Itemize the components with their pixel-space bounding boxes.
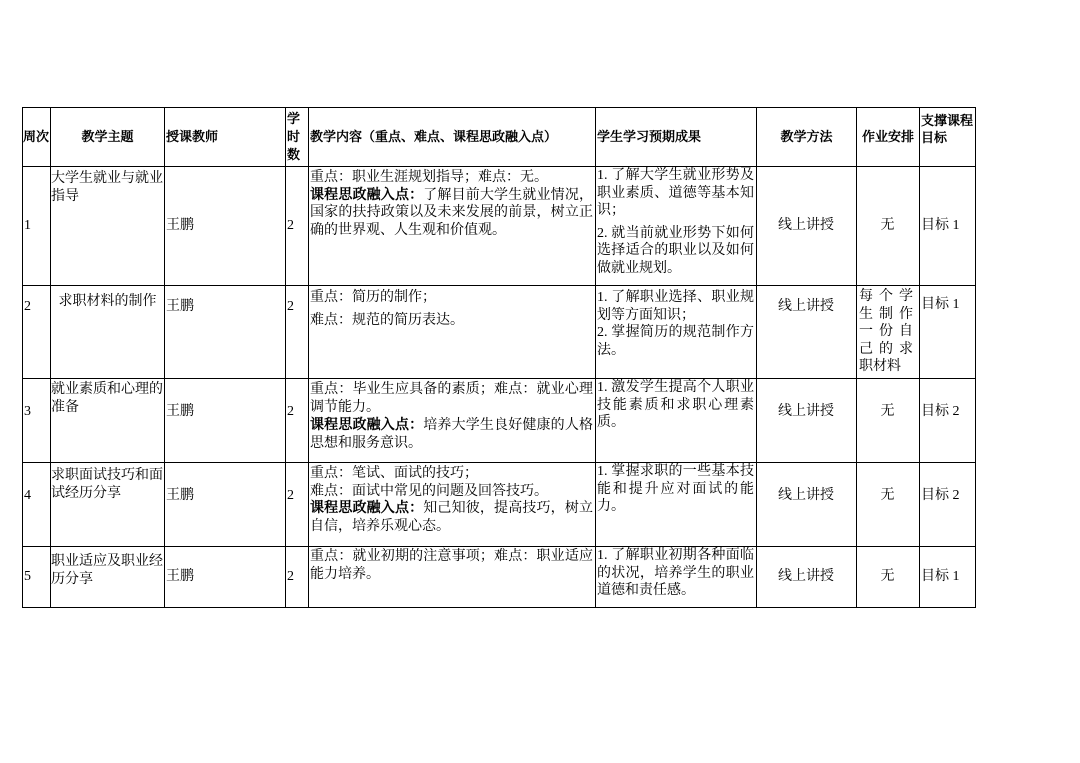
table-row	[23, 286, 976, 379]
outcome-item: 1. 了解大学生就业形势及职业素质、道德等基本知识；	[597, 168, 754, 218]
outcome-item: 1. 了解职业初期各种面临的状况，培养学生的职业道德和责任感。	[597, 548, 754, 598]
header-outcomes: 学生学习预期成果	[596, 108, 757, 167]
header-goal: 支撑课程目标	[920, 108, 976, 167]
teacher-cell: 王鹏	[165, 167, 286, 286]
header-row	[23, 108, 976, 167]
content-paragraph: 难点：规范的简历表达。	[310, 312, 464, 328]
topic-cell: 大学生就业与就业指导	[51, 167, 165, 286]
method-cell: 线上讲授	[757, 547, 857, 608]
outcome-item: 1. 了解职业选择、职业规划等方面知识；	[597, 290, 754, 323]
ideology-text: 培养大学生良好健康的人格思想和服务意识。	[310, 418, 594, 451]
header-teacher: 授课教师	[165, 108, 286, 167]
outcome-cell	[596, 463, 757, 547]
goal-cell: 目标 1	[920, 286, 976, 379]
content-paragraph: 重点：毕业生应具备的素质；难点：就业心理调节能力。	[310, 382, 593, 415]
homework-cell: 无	[857, 379, 920, 463]
homework-text: 每个学生制作一份自己的求职材料	[859, 289, 913, 374]
content-paragraph: 重点：笔试、面试的技巧；	[310, 466, 478, 481]
hours-cell: 2	[286, 463, 309, 547]
week-cell: 2	[23, 286, 51, 379]
hours-cell: 2	[286, 167, 309, 286]
content-cell	[309, 547, 596, 608]
outcome-cell	[596, 167, 757, 286]
course-schedule-table	[22, 107, 976, 608]
outcome-cell	[596, 379, 757, 463]
homework-cell: 无	[857, 463, 920, 547]
content-paragraph	[310, 417, 593, 452]
content-cell	[309, 167, 596, 286]
week-cell: 4	[23, 463, 51, 547]
topic-cell: 求职材料的制作	[51, 286, 165, 379]
ideology-label: 课程思政融入点：	[310, 501, 424, 516]
content-cell	[309, 379, 596, 463]
topic-cell: 就业素质和心理的准备	[51, 379, 165, 463]
outcome-item: 2. 掌握简历的规范制作方法。	[597, 325, 754, 358]
outcome-item: 1. 激发学生提高个人职业技能素质和求职心理素质。	[597, 380, 754, 430]
content-paragraph: 重点：就业初期的注意事项；难点：职业适应能力培养。	[310, 549, 593, 582]
outcome-cell	[596, 286, 757, 379]
table-row	[23, 547, 976, 608]
method-cell: 线上讲授	[757, 167, 857, 286]
outcome-item: 1. 掌握求职的一些基本技能和提升应对面试的能力。	[597, 464, 754, 514]
goal-cell: 目标 2	[920, 379, 976, 463]
table-row	[23, 167, 976, 286]
method-cell: 线上讲授	[757, 463, 857, 547]
header-method: 教学方法	[757, 108, 857, 167]
header-hours: 学时数	[286, 108, 309, 167]
teacher-cell: 王鹏	[165, 463, 286, 547]
content-cell	[309, 286, 596, 379]
hours-cell: 2	[286, 379, 309, 463]
hours-cell: 2	[286, 547, 309, 608]
method-cell: 线上讲授	[757, 379, 857, 463]
content-cell	[309, 463, 596, 547]
ideology-text: 了解目前大学生就业情况，国家的扶持政策以及未来发展的前景，树立正确的世界观、人生观和价值观。	[310, 187, 594, 238]
content-paragraph: 重点：简历的制作；	[310, 290, 436, 305]
goal-cell: 目标 1	[920, 167, 976, 286]
content-paragraph	[310, 187, 593, 240]
header-homework: 作业安排	[857, 108, 920, 167]
hours-cell: 2	[286, 286, 309, 379]
outcome-cell	[596, 547, 757, 608]
teacher-cell: 王鹏	[165, 286, 286, 379]
header-content: 教学内容（重点、难点、课程思政融入点）	[309, 108, 596, 167]
week-cell: 1	[23, 167, 51, 286]
content-paragraph: 难点：面试中常见的问题及回答技巧。	[310, 483, 548, 499]
week-cell: 3	[23, 379, 51, 463]
outcome-item: 2. 就当前就业形势下如何选择适合的职业以及如何做就业规划。	[597, 225, 754, 276]
method-cell: 线上讲授	[757, 286, 857, 379]
table-row	[23, 379, 976, 463]
ideology-text: 知己知彼，提高技巧，树立自信，培养乐观心态。	[310, 501, 594, 534]
ideology-label: 课程思政融入点：	[310, 187, 424, 203]
content-paragraph	[310, 500, 593, 535]
homework-cell: 无	[857, 167, 920, 286]
content-paragraph: 重点：职业生涯规划指导；难点：无。	[310, 170, 548, 185]
topic-cell: 求职面试技巧和面试经历分享	[51, 463, 165, 547]
header-week: 周次	[23, 108, 51, 167]
homework-cell: 无	[857, 547, 920, 608]
topic-cell: 职业适应及职业经历分享	[51, 547, 165, 608]
goal-cell: 目标 2	[920, 463, 976, 547]
week-cell: 5	[23, 547, 51, 608]
goal-cell: 目标 1	[920, 547, 976, 608]
teacher-cell: 王鹏	[165, 379, 286, 463]
table-row	[23, 463, 976, 547]
ideology-label: 课程思政融入点：	[310, 418, 424, 433]
header-topic: 教学主题	[51, 108, 165, 167]
homework-cell	[857, 286, 920, 379]
teacher-cell: 王鹏	[165, 547, 286, 608]
